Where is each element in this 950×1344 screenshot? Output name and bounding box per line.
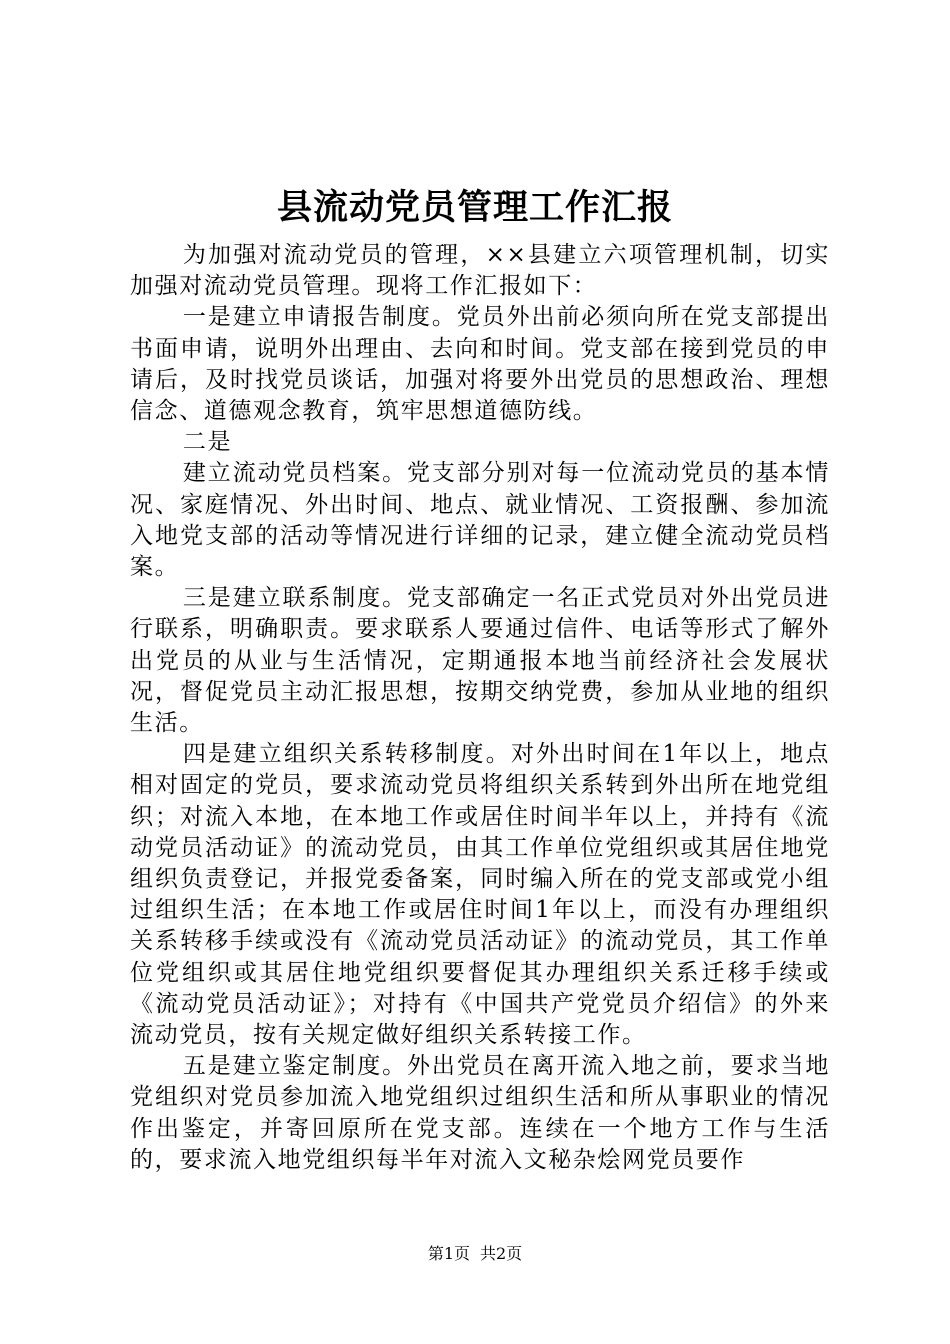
paragraph-item-3: 三是建立联系制度。党支部确定一名正式党员对外出党员进行联系，明确职责。要求联系人要通过信件、电话等形式了解外出党员的从业与生活情况，定期通报本地当前经济社会发展状况，督促党员主动汇报思想，按期交纳党费，参加从业地的组织生活。: [130, 585, 830, 737]
paragraph-item-2: 建立流动党员档案。党支部分别对每一位流动党员的基本情况、家庭情况、外出时间、地点、就业情况、工资报酬、参加流入地党支部的活动等情况进行详细的记录，建立健全流动党员档案。: [130, 460, 830, 581]
paragraph-intro: 为加强对流动党员的管理，××县建立六项管理机制，切实加强对流动党员管理。现将工作汇报如下：: [130, 242, 830, 300]
paragraph-item-1: 一是建立申请报告制度。党员外出前必须向所在党支部提出书面申请，说明外出理由、去向和时间。党支部在接到党员的申请后，及时找党员谈话，加强对将要外出党员的思想政治、理想信念、道德观念教育，筑牢思想道德防线。: [130, 304, 830, 425]
paragraph-item-2-heading: 二是: [182, 429, 233, 456]
paragraph-item-4: 四是建立组织关系转移制度。对外出时间在1年以上，地点相对固定的党员，要求流动党员将组织关系转到外出所在地党组织；对流入本地，在本地工作或居住时间半年以上，并持有《流动党员活动证》的流动党员，由其工作单位党组织或其居住地党组织负责登记，并报党委备案，同时编入所在的党支部或党小组过组织生活；在本地工作或居住时间1年以上，而没有办理组织关系转移手续或没有《流动党员活动证》的流动党员，其工作单位党组织或其居住地党组织要督促其办理组织关系迁移手续或《流动党员活动证》；对持有《中国共产党党员介绍信》的外来流动党员，按有关规定做好组织关系转接工作。: [130, 741, 830, 1049]
page-total: 共2页: [480, 1244, 523, 1263]
paragraph-item-5: 五是建立鉴定制度。外出党员在离开流入地之前，要求当地党组织对党员参加流入地党组织过组织生活和所从事职业的情况作出鉴定，并寄回原所在党支部。连续在一个地方工作与生活的，要求流入地党组织每半年对流入文秘杂烩网党员要作: [130, 1053, 830, 1173]
document-title: 县流动党员管理工作汇报: [276, 187, 673, 228]
page-number: 第1页: [427, 1244, 470, 1263]
page-footer: [0, 1244, 950, 1264]
document-body: [130, 240, 830, 1176]
